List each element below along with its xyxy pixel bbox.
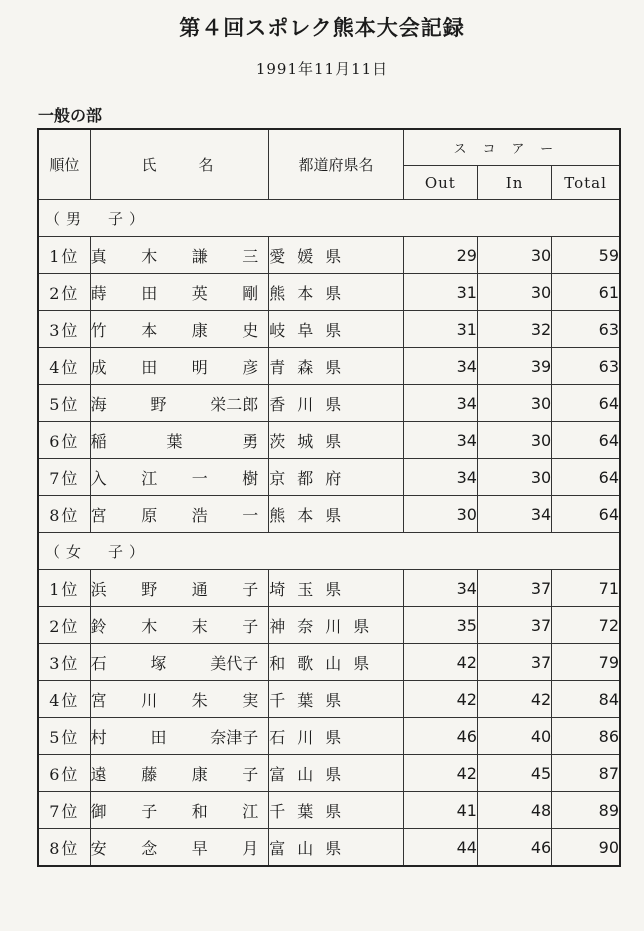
total-score-cell: 59	[552, 237, 620, 274]
header-row	[38, 129, 620, 166]
name-part: 木	[141, 616, 158, 636]
rank-cell: 3位	[38, 644, 90, 681]
name-part: 康	[191, 320, 208, 340]
out-score-cell: 34	[403, 570, 477, 607]
name-cell	[90, 459, 269, 496]
name-part: 史	[242, 320, 259, 340]
out-score-cell: 31	[403, 311, 477, 348]
name-part: 朱	[191, 690, 208, 710]
total-score-cell: 61	[552, 274, 620, 311]
out-score-cell: 34	[403, 422, 477, 459]
out-score-cell: 34	[403, 348, 477, 385]
in-score-cell: 42	[477, 681, 551, 718]
name-part: 海	[90, 394, 107, 414]
prefecture-cell: 石川県	[269, 718, 403, 755]
name-text	[91, 318, 269, 341]
group-label: （男 子）	[38, 200, 620, 237]
event-date: 1991年11月11日	[255, 60, 389, 78]
header-out: Out	[403, 166, 477, 200]
out-score-cell: 42	[403, 755, 477, 792]
group-label: （女 子）	[38, 533, 620, 570]
name-part: 安	[90, 838, 107, 858]
table-row	[38, 422, 620, 459]
prefecture-cell: 青森県	[269, 348, 403, 385]
prefecture-cell: 富山県	[269, 829, 403, 867]
total-score-cell: 89	[552, 792, 620, 829]
name-part: 石	[90, 653, 107, 673]
name-text	[91, 614, 269, 637]
in-score-cell: 34	[477, 496, 551, 533]
total-score-cell: 86	[552, 718, 620, 755]
table-row	[38, 311, 620, 348]
rank-cell: 8位	[38, 829, 90, 867]
rank-cell: 4位	[38, 348, 90, 385]
name-text	[91, 281, 269, 304]
name-part: 木	[141, 246, 158, 266]
name-part: 野	[150, 394, 167, 414]
rank-cell: 7位	[38, 792, 90, 829]
name-part: 村	[90, 727, 107, 747]
total-score-cell: 64	[552, 385, 620, 422]
name-part: 本	[141, 320, 158, 340]
name-text	[91, 244, 269, 267]
table-row	[38, 718, 620, 755]
table-row	[38, 274, 620, 311]
name-part: 栄二郎	[210, 394, 259, 414]
name-part: 田	[141, 283, 158, 303]
name-cell	[90, 422, 269, 459]
name-part: 末	[191, 616, 208, 636]
name-cell	[90, 311, 269, 348]
name-part: 遠	[90, 764, 107, 784]
total-score-cell: 64	[552, 422, 620, 459]
name-part: 塚	[150, 653, 167, 673]
document-title: 第４回スポレク熊本大会記録	[179, 16, 465, 40]
total-score-cell: 64	[552, 459, 620, 496]
name-text	[91, 429, 269, 452]
name-cell	[90, 681, 269, 718]
prefecture-cell: 千葉県	[269, 681, 403, 718]
prefecture-cell: 茨城県	[269, 422, 403, 459]
in-score-cell: 30	[477, 237, 551, 274]
table-row	[38, 755, 620, 792]
out-score-cell: 31	[403, 274, 477, 311]
name-part: 謙	[191, 246, 208, 266]
rank-cell: 5位	[38, 385, 90, 422]
total-score-cell: 63	[552, 348, 620, 385]
in-score-cell: 30	[477, 385, 551, 422]
prefecture-cell: 埼玉県	[269, 570, 403, 607]
prefecture-cell: 愛媛県	[269, 237, 403, 274]
name-part: 御	[90, 801, 107, 821]
table-row	[38, 348, 620, 385]
rank-cell: 1位	[38, 570, 90, 607]
name-text	[91, 392, 269, 415]
table-row	[38, 681, 620, 718]
name-part: 蒔	[90, 283, 107, 303]
header-prefecture: 都道府県名	[269, 129, 403, 200]
name-part: 子	[141, 801, 158, 821]
header-rank: 順位	[38, 129, 90, 200]
name-part: 月	[242, 838, 259, 858]
name-part: 竹	[90, 320, 107, 340]
name-part: 入	[90, 468, 107, 488]
group-header-row	[38, 200, 620, 237]
in-score-cell: 37	[477, 570, 551, 607]
group-header-row	[38, 533, 620, 570]
name-part: 剛	[242, 283, 259, 303]
name-part: 真	[90, 246, 107, 266]
prefecture-cell: 京都府	[269, 459, 403, 496]
in-score-cell: 37	[477, 644, 551, 681]
name-part: 原	[141, 505, 158, 525]
name-part: 早	[191, 838, 208, 858]
rank-cell: 1位	[38, 237, 90, 274]
out-score-cell: 34	[403, 385, 477, 422]
name-cell	[90, 348, 269, 385]
table-row	[38, 496, 620, 533]
name-part: 宮	[90, 690, 107, 710]
in-score-cell: 32	[477, 311, 551, 348]
name-part: 康	[191, 764, 208, 784]
name-part: 野	[141, 579, 158, 599]
name-part: 稲	[90, 431, 107, 451]
out-score-cell: 42	[403, 644, 477, 681]
name-part: 奈津子	[210, 727, 259, 747]
total-score-cell: 87	[552, 755, 620, 792]
name-text	[91, 836, 269, 859]
name-part: 子	[242, 616, 259, 636]
rank-cell: 6位	[38, 755, 90, 792]
name-part: 彦	[242, 357, 259, 377]
name-part: 鈴	[90, 616, 107, 636]
section-heading: 一般の部	[38, 106, 103, 125]
total-score-cell: 72	[552, 607, 620, 644]
in-score-cell: 48	[477, 792, 551, 829]
total-score-cell: 71	[552, 570, 620, 607]
name-part: 子	[242, 764, 259, 784]
name-part: 川	[141, 690, 158, 710]
prefecture-cell: 熊本県	[269, 274, 403, 311]
name-part: 成	[90, 357, 107, 377]
name-text	[91, 355, 269, 378]
prefecture-cell: 和歌山県	[269, 644, 403, 681]
name-part: 樹	[242, 468, 259, 488]
out-score-cell: 30	[403, 496, 477, 533]
name-text	[91, 651, 269, 674]
table-row	[38, 570, 620, 607]
table-row	[38, 385, 620, 422]
results-table-body	[38, 129, 620, 866]
name-part: 宮	[90, 505, 107, 525]
name-text	[91, 762, 269, 785]
name-part: 明	[191, 357, 208, 377]
table-row	[38, 237, 620, 274]
rank-cell: 7位	[38, 459, 90, 496]
in-score-cell: 40	[477, 718, 551, 755]
name-part: 田	[141, 357, 158, 377]
header-total: Total	[552, 166, 620, 200]
rank-cell: 2位	[38, 607, 90, 644]
name-cell	[90, 496, 269, 533]
name-part: 葉	[166, 431, 183, 451]
name-part: 和	[191, 801, 208, 821]
table-row	[38, 607, 620, 644]
out-score-cell: 34	[403, 459, 477, 496]
name-cell	[90, 237, 269, 274]
header-name: 氏 名	[90, 129, 269, 200]
out-score-cell: 42	[403, 681, 477, 718]
name-part: 勇	[242, 431, 259, 451]
name-cell	[90, 829, 269, 867]
prefecture-cell: 神奈川県	[269, 607, 403, 644]
rank-cell: 6位	[38, 422, 90, 459]
in-score-cell: 30	[477, 422, 551, 459]
name-cell	[90, 644, 269, 681]
name-part: 藤	[141, 764, 158, 784]
name-part: 美代子	[210, 653, 259, 673]
rank-cell: 4位	[38, 681, 90, 718]
out-score-cell: 46	[403, 718, 477, 755]
name-cell	[90, 385, 269, 422]
total-score-cell: 90	[552, 829, 620, 867]
name-text	[91, 577, 269, 600]
table-row	[38, 792, 620, 829]
name-part: 子	[242, 579, 259, 599]
prefecture-cell: 富山県	[269, 755, 403, 792]
in-score-cell: 37	[477, 607, 551, 644]
total-score-cell: 63	[552, 311, 620, 348]
name-part: 浜	[90, 579, 107, 599]
name-part: 一	[242, 505, 259, 525]
name-part: 江	[242, 801, 259, 821]
header-score: スコアー	[403, 129, 620, 166]
results-table	[37, 128, 621, 867]
name-text	[91, 688, 269, 711]
in-score-cell: 45	[477, 755, 551, 792]
in-score-cell: 46	[477, 829, 551, 867]
name-part: 通	[191, 579, 208, 599]
rank-cell: 5位	[38, 718, 90, 755]
name-text	[91, 466, 269, 489]
name-text	[91, 799, 269, 822]
total-score-cell: 79	[552, 644, 620, 681]
name-part: 浩	[191, 505, 208, 525]
rank-cell: 3位	[38, 311, 90, 348]
name-part: 実	[242, 690, 259, 710]
name-part: 英	[191, 283, 208, 303]
name-cell	[90, 607, 269, 644]
prefecture-cell: 千葉県	[269, 792, 403, 829]
table-row	[38, 829, 620, 867]
name-cell	[90, 792, 269, 829]
out-score-cell: 41	[403, 792, 477, 829]
name-cell	[90, 755, 269, 792]
out-score-cell: 44	[403, 829, 477, 867]
name-cell	[90, 274, 269, 311]
name-text	[91, 503, 269, 526]
rank-cell: 8位	[38, 496, 90, 533]
name-part: 三	[242, 246, 259, 266]
prefecture-cell: 香川県	[269, 385, 403, 422]
prefecture-cell: 岐阜県	[269, 311, 403, 348]
name-cell	[90, 570, 269, 607]
name-part: 一	[191, 468, 208, 488]
total-score-cell: 84	[552, 681, 620, 718]
name-part: 江	[141, 468, 158, 488]
out-score-cell: 29	[403, 237, 477, 274]
prefecture-cell: 熊本県	[269, 496, 403, 533]
in-score-cell: 39	[477, 348, 551, 385]
name-part: 念	[141, 838, 158, 858]
out-score-cell: 35	[403, 607, 477, 644]
name-part: 田	[150, 727, 167, 747]
table-row	[38, 459, 620, 496]
total-score-cell: 64	[552, 496, 620, 533]
in-score-cell: 30	[477, 459, 551, 496]
header-in: In	[477, 166, 551, 200]
name-text	[91, 725, 269, 748]
in-score-cell: 30	[477, 274, 551, 311]
table-row	[38, 644, 620, 681]
name-cell	[90, 718, 269, 755]
rank-cell: 2位	[38, 274, 90, 311]
